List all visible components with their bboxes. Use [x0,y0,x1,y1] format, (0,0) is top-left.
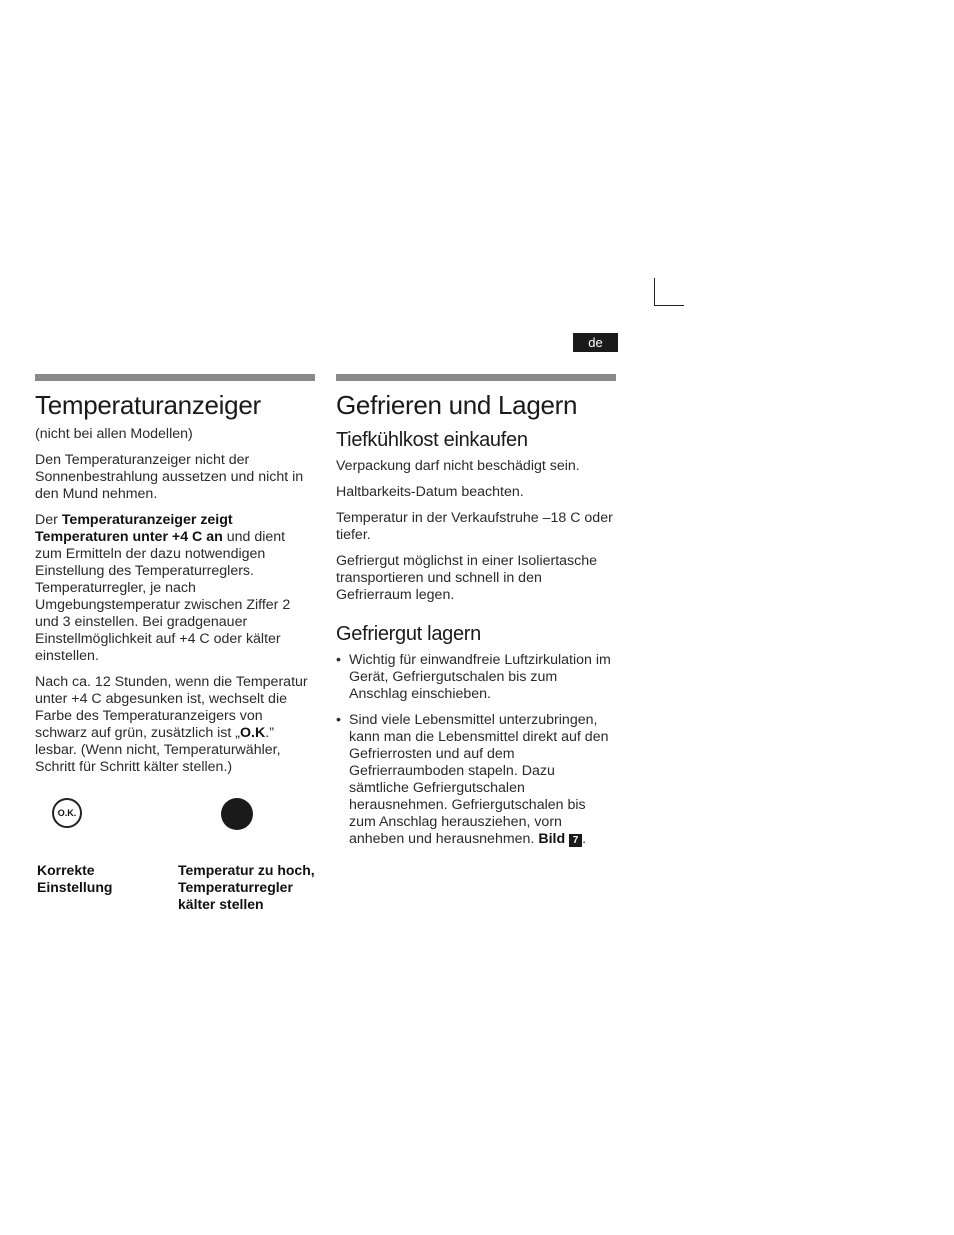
paragraph-sunlight: Den Temperaturanzeiger nicht der Sonnenbestrahlung aussetzen und nicht in den Mund nehmen. [35,452,304,502]
subheading-storing: Gefriergut lagern [336,623,481,645]
crop-mark-vertical [654,278,655,306]
text-run: .” lesbar. (Wenn nicht, Temperaturwähler, Schritt für Schritt kälter stellen.) [35,725,281,775]
text-run: Sind viele Lebensmittel unterzubringen, kann man die Lebensmittel direkt auf den Gefrierrosten und auf dem Gefrierraumboden stapeln. Dazu sämtliche Gefriergutschalen herausnehmen. Gefriergutschalen bis zum Anschlag herausziehen, vorn anheben und herausnehmen. [349,712,609,847]
caption-too-warm: Temperatur zu hoch, Temperaturregler kälter stellen [178,862,315,912]
text-run: . [582,831,587,847]
storing-list [336,652,616,848]
section-freezing-storing [336,374,616,857]
buy-tip: Haltbarkeits-Datum beachten. [336,484,524,500]
section-temperature-indicator [35,374,315,785]
buy-tip: Temperatur in der Verkaufstruhe –18 C oder tiefer. [336,510,613,543]
section-title: Gefrieren und Lagern [336,390,578,420]
list-item [336,712,616,848]
section-rule [35,374,315,381]
paragraph-indicator-function [35,512,315,665]
subheading-buying: Tiefkühlkost einkaufen [336,429,528,451]
text-run: Nach ca. 12 Stunden, wenn die Temperatur unter +4 C abgesunken ist, wechselt die Farbe des Temperaturanzeigers von schwarz auf grün, zusätzlich ist „ [35,674,308,741]
figure-number-badge: 7 [569,834,582,847]
buy-tip: Verpackung darf nicht beschädigt sein. [336,458,580,474]
list-item: • Wichtig für einwandfreie Luftzirkulation im Gerät, Gefriergutschalen bis zum Anschlag einschieben. [336,652,616,703]
text-run: Der [35,512,62,528]
crop-mark-horizontal [654,305,684,306]
bold-text: O.K [240,725,266,741]
buy-tip: Gefriergut möglichst in einer Isoliertasche transportieren und schnell in den Gefrierraum legen. [336,553,598,603]
dark-indicator-icon [221,798,253,830]
figure-ref-label: Bild [538,831,566,847]
bold-text: Temperaturanzeiger zeigt Temperaturen unter +4 C an [35,512,233,545]
caption-correct-setting: Korrekte Einstellung [37,862,113,895]
models-note: (nicht bei allen Modellen) [35,426,193,442]
section-title: Temperaturanzeiger [35,390,261,420]
text-run: und dient zum Ermitteln der dazu notwendigen Einstellung des Temperaturreglers. Temperaturregler, je nach Umgebungstemperatur zwischen Ziffer 2 und 3 einstellen. Bei gradgenauer Einstellmöglichkeit auf +4 C oder kälter einstellen. [35,529,291,664]
ok-indicator-icon: O.K. [52,798,82,828]
section-rule [336,374,616,381]
paragraph-color-change [35,674,315,776]
language-badge: de [573,333,618,352]
